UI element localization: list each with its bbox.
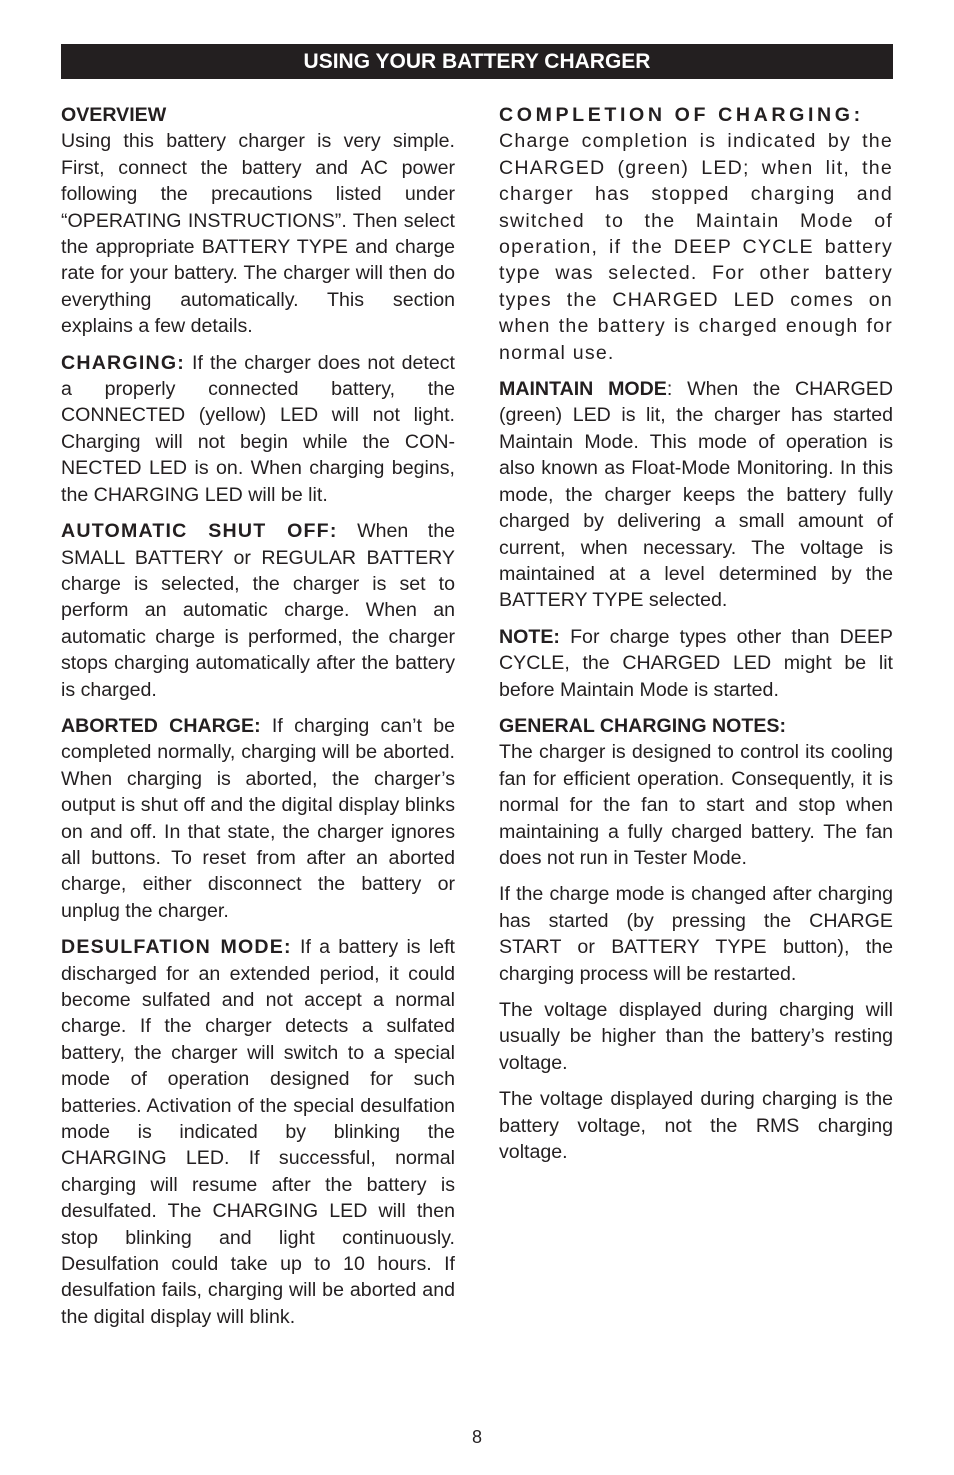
- charging-body: If the charger does not detect a properly connected battery, the CONNECTED (yellow) LED will not light. Charging will not begin while the CONNECTED LED is on. When charging begins, the CHARGING LED will be lit.: [61, 351, 455, 506]
- overview-heading: OVERVIEW: [61, 104, 167, 126]
- completion-paragraph: Charge completion is indicated by the CHARGED (green) LED; when lit, the charger has stopped charging and switched to the Maintain Mode of operation, if the DEEP CYCLE battery type was selected. For other battery types the CHARGED LED comes on when the battery is charged enough for normal use.: [499, 130, 893, 364]
- maintain-body: : When the CHARGED (green) LED is lit, the charger has started Maintain Mode. This mode of operation is also known as Float-Mode Monitoring. In this mode, the charger keeps the battery fully charged by delivering a small amount of current, when necessary. The voltage is maintained at a level determined by the BATTERY TYPE selected.: [499, 378, 893, 612]
- auto-shutoff-paragraph: [61, 518, 455, 703]
- note-heading: NOTE:: [499, 625, 560, 648]
- auto-shutoff-body: When the SMALL BATTERY or REGULAR BATTERY charge is selected, the charger is set to perform an automatic charge. When an automatic charge is performed, the charger stops charging automatically after the battery is charged.: [61, 520, 455, 701]
- aborted-body: If charging can’t be completed normally, charging will be aborted. When charging is aborted, the charger’s output is shut off and the digital display blinks on and off. In that state, the charger ignores all buttons. To reset from after an aborted charge, either disconnect the battery or unplug the charger.: [61, 714, 455, 922]
- overview-paragraph: Using this battery charger is very simple. First, connect the battery and AC power following the precautions listed under “OPERATING INSTRUCTIONS”. Then select the appropriate BATTERY TYPE and charge rate for your battery. The charger will then do everything automatically. This section explains a few details.: [61, 130, 455, 338]
- aborted-paragraph: [61, 713, 455, 924]
- voltage-rms-paragraph: The voltage displayed during charging is the battery voltage, not the RMS charging voltage.: [499, 1088, 893, 1164]
- general-notes-paragraph: The charger is designed to control its cooling fan for efficient operation. Consequently, it is normal for the fan to start and stop when maintaining a fully charged battery. The fan does not run in Tester Mode.: [499, 741, 893, 869]
- section-title: USING YOUR BATTERY CHARGER: [303, 49, 651, 73]
- maintain-heading: MAINTAIN MODE: [499, 378, 667, 401]
- left-column: [61, 102, 455, 1340]
- auto-shutoff-heading: AUTOMATIC SHUT OFF:: [61, 520, 338, 543]
- page-number: 8: [471, 1427, 482, 1447]
- charging-paragraph: [61, 350, 455, 508]
- aborted-heading: ABORTED CHARGE:: [61, 714, 261, 737]
- note-paragraph: [499, 624, 893, 703]
- desulfation-heading: DESULFATION MODE:: [61, 936, 292, 959]
- charging-heading: CHARGING:: [61, 351, 185, 374]
- section-title-banner: [61, 44, 893, 79]
- desulfation-paragraph: [61, 934, 455, 1330]
- completion-heading: COMPLETION OF CHARGING:: [499, 104, 864, 126]
- mode-change-paragraph: If the charge mode is changed after charging has started (by pressing the CHARGE START or BATTERY TYPE button), the charging process will be restarted.: [499, 883, 893, 985]
- desulfation-body: If a battery is left discharged for an extended period, it could become sulfated and not accept a normal charge. If the charger detects a sulfated battery, the charger will switch to a special mode of operation designed for such batteries. Activation of the special desulfation mode is indicated by blinking the CHARGING LED. If successful, normal charging will resume after the battery is desulfated. The CHARGING LED will then stop blinking and light continuously. Desulfation could take up to 10 hours. If desulfation fails, charging will be aborted and the digital display will blink.: [61, 936, 455, 1328]
- maintain-paragraph: [499, 376, 893, 614]
- right-column: [499, 102, 893, 1175]
- note-body: For charge types other than DEEP CYCLE, the CHARGED LED might be lit before Maintain Mode is started.: [499, 625, 893, 701]
- voltage-higher-paragraph: The voltage displayed during charging will usually be higher than the battery’s resting voltage.: [499, 999, 893, 1074]
- general-notes-heading: GENERAL CHARGING NOTES:: [499, 714, 787, 737]
